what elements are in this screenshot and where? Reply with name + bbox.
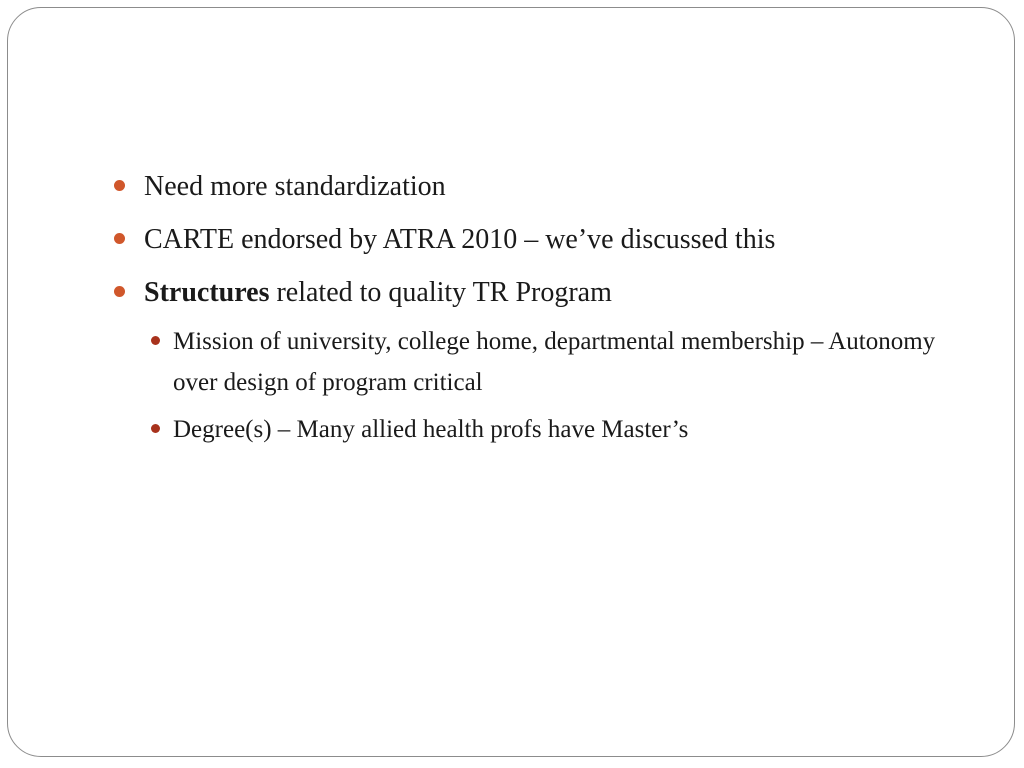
bullet-text: related to quality TR Program	[269, 277, 612, 308]
bullet-text: CARTE endorsed by ATRA 2010 – we’ve discussed this	[144, 224, 776, 255]
bullet-item	[114, 168, 974, 206]
bullet-item	[114, 221, 974, 259]
sub-bullet-text: Degree(s) – Many allied health profs have Master’s	[173, 416, 689, 443]
sub-bullet-text: Mission of university, college home, departmental membership – Autonomy over design of program critical	[173, 328, 936, 396]
sub-bullet-item	[151, 409, 974, 450]
bullet-text: Need more standardization	[144, 171, 446, 202]
sub-bullet-item	[151, 321, 974, 403]
bullet-dot-icon	[114, 286, 125, 297]
sub-bullet-list	[151, 321, 974, 450]
sub-bullet-dot-icon	[151, 336, 160, 345]
bullet-bold-text: Structures	[144, 277, 270, 308]
sub-bullet-dot-icon	[151, 424, 160, 433]
bullet-item	[114, 274, 974, 312]
slide-body	[114, 168, 974, 456]
bullet-dot-icon	[114, 180, 125, 191]
bullet-dot-icon	[114, 233, 125, 244]
